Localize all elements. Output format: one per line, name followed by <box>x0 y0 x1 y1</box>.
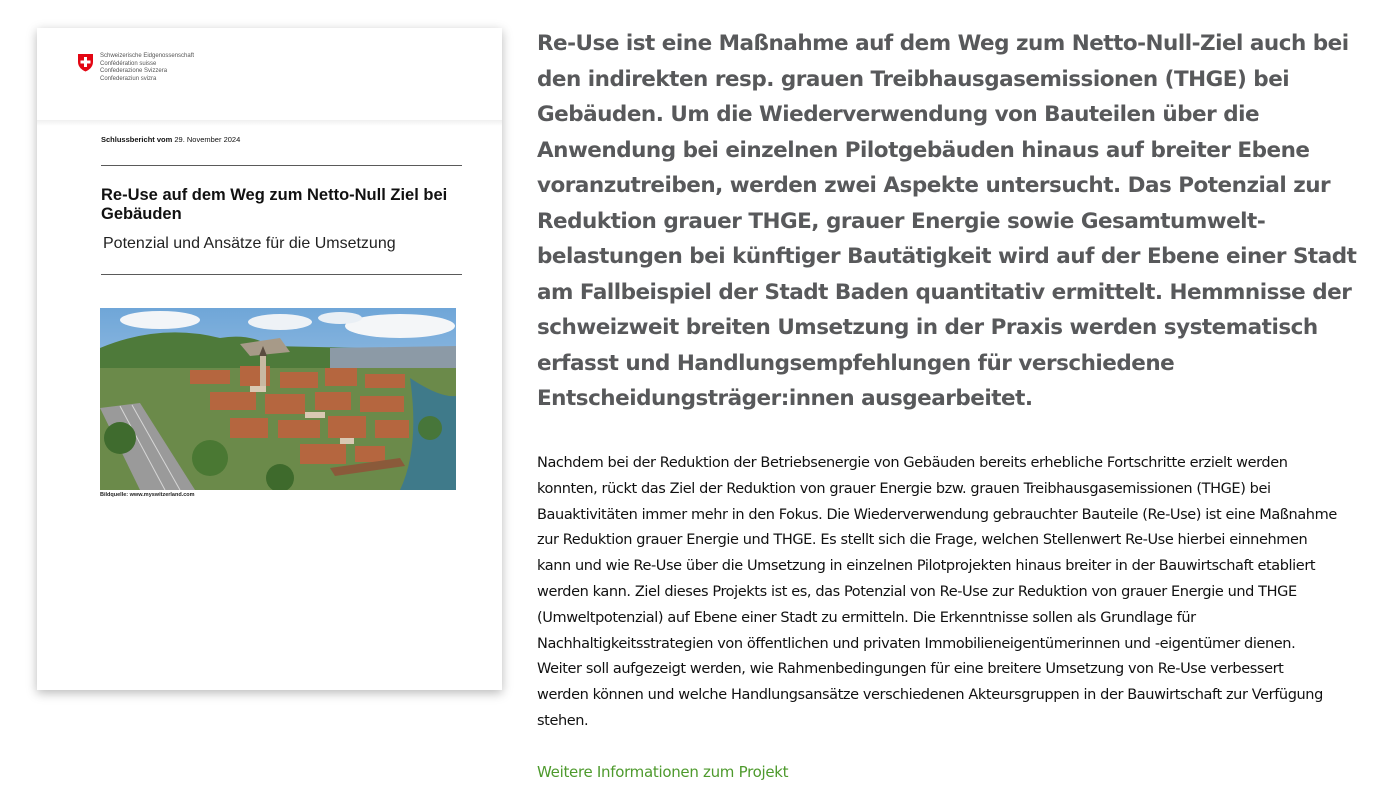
article-lead: Re-Use ist eine Maßnahme auf dem Weg zum Netto-Null-Ziel auch bei den indirekten resp. grauen Treibhausgasemissionen (THGE) bei Gebäuden. Um die Wiederverwendung von Bauteilen über die Anwendung bei einzelnen Pilotgebäuden hinaus auf breiter Ebene voranzutreiben, werden zwei Aspekte untersucht. Das Potenzial zur Reduktion grauer THGE, grauer Energie sowie Gesamtumweltbelastungen bei künftiger Bautätigkeit wird auf der Ebene einer Stadt am Fallbeispiel der Stadt Baden quantitativ ermittelt. Hemmnisse der schweizweit breiten Umsetzung in der Praxis werden systematisch erfasst und Handlungsempfehlungen für verschiedene Entscheidungsträger:innen ausgearbeitet. <box>537 31 1357 411</box>
swiss-crest-icon <box>77 53 94 72</box>
report-subtitle: Potenzial und Ansätze für die Umsetzung <box>103 235 396 252</box>
title-bottom-rule <box>101 274 462 275</box>
report-date-label: Schlussbericht vom <box>101 135 173 144</box>
photo-credit: Bildquelle: www.myswitzerland.com <box>100 492 195 498</box>
report-title: Re-Use auf dem Weg zum Netto-Null Ziel bei Gebäuden <box>101 186 448 223</box>
report-date-value: 29. November 2024 <box>174 135 241 144</box>
agency-name: Schweizerische Eidgenossenschaft Confédération suisse Confederazione Svizzera Confederaziun svizra <box>100 53 195 82</box>
cover-page-break <box>37 120 502 126</box>
report-date <box>101 135 240 144</box>
report-cover[interactable] <box>37 28 502 690</box>
project-info-link[interactable]: Weitere Informationen zum Projekt <box>537 763 789 781</box>
title-top-rule <box>101 165 462 166</box>
cover-photo <box>100 308 456 490</box>
article-body: Nachdem bei der Reduktion der Betriebsenergie von Gebäuden bereits erhebliche Fortschritte erzielt werden konnten, rückt das Ziel der Reduktion von grauer Energie bzw. grauen Treibhausgasemissionen (THGE) bei Bauaktivitäten immer mehr in den Fokus. Die Wiederverwendung gebrauchter Bauteile (Re-Use) ist eine Maßnahme zur Reduktion grauer Energie und THGE. Es stellt sich die Frage, welchen Stellenwert Re-Use hierbei einnehmen kann und wie Re-Use über die Umsetzung in einzelnen Pilotprojekten hinaus breiter in der Bauwirtschaft etabliert werden kann. Ziel dieses Projekts ist es, das Potenzial von Re-Use zur Reduktion von grauer Energie und THGE (Umweltpotenzial) auf Ebene einer Stadt zu ermitteln. Die Erkenntnisse sollen als Grundlage für Nachhaltigkeitsstrategien von öffentlichen und privaten Immobilieneigentümerinnen und ‑eigentümer dienen. Weiter soll aufgezeigt werden, wie Rahmenbedingungen für eine breitere Umsetzung von Re-Use verbessert werden können und welche Handlungsansätze verschiedenen Akteursgruppen in der Bauwirtschaft zur Verfügung stehen. <box>537 455 1337 729</box>
